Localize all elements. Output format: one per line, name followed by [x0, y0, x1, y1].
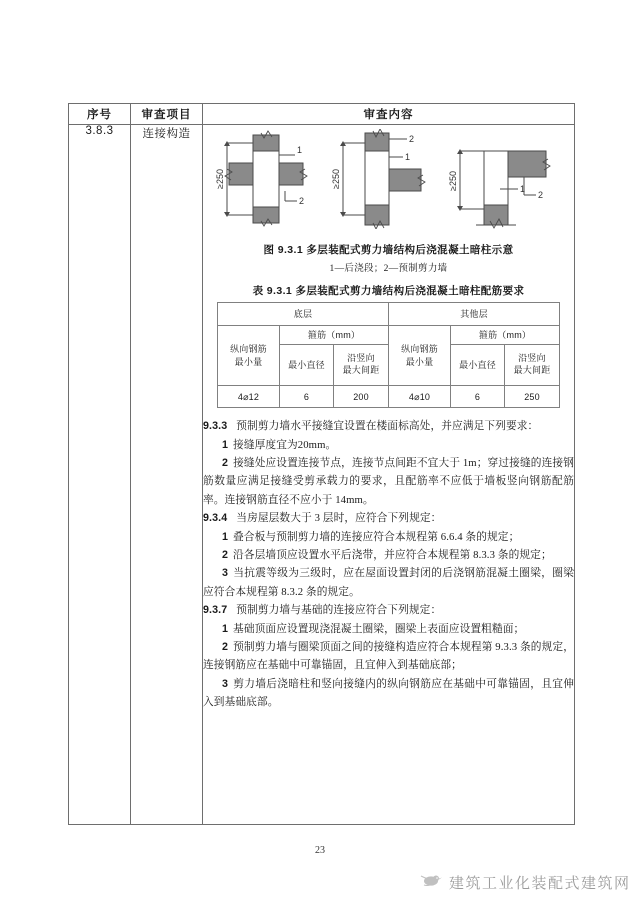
- group-other-floors: 其他层: [389, 303, 560, 326]
- clause-body: 预制剪力墙与基础的连接应符合下列规定：: [236, 604, 442, 617]
- clause-number: 9.3.7: [203, 604, 228, 617]
- item-number: 2: [222, 456, 229, 469]
- header-longitudinal-other: [389, 326, 451, 386]
- item-number: 3: [222, 567, 229, 580]
- dimension-label: ≥250: [330, 169, 341, 189]
- rebar-subgroup-row: [217, 326, 559, 345]
- item-body: 沿各层墙顶应设置水平后浇带，并应符合本规程第 8.3.3 条的规定；: [233, 548, 552, 561]
- header-min-diameter-bottom: 最小直径: [279, 345, 333, 386]
- cell-review-content: [203, 125, 575, 825]
- callout-label-2: 2: [538, 190, 544, 200]
- item-body: 基础顶面应设置现浇混凝土圈梁，圈梁上表面应设置粗糙面；: [233, 622, 525, 635]
- figure-diagrams: [203, 125, 574, 236]
- figure-legend: 1—后浇段；2—预制剪力墙: [329, 264, 448, 274]
- clause-9-3-7-item-1: [203, 620, 574, 638]
- header-stirrup-bottom: 箍筋（mm）: [279, 326, 388, 345]
- callout-label-1: 1: [297, 145, 303, 155]
- max-spacing-line2: 最大间距: [342, 365, 380, 376]
- table-header-row: [69, 104, 575, 125]
- header-min-diameter-other: 最小直径: [451, 345, 505, 386]
- rebar-requirements-table: [217, 302, 560, 408]
- clause-9-3-3-item-1: [203, 436, 574, 454]
- header-review-item: 审查项目: [131, 104, 203, 125]
- max-spacing-line2: 最大间距: [513, 365, 551, 376]
- watermark: [420, 872, 631, 893]
- value-bottom-min-diameter: 6: [279, 386, 333, 408]
- clause-9-3-7-item-3: [203, 675, 574, 712]
- dimension-label: ≥250: [215, 169, 225, 189]
- diagram-cross-joint: [209, 129, 321, 234]
- clause-number: 9.3.4: [203, 512, 228, 525]
- item-number: 2: [222, 548, 229, 561]
- header-longitudinal-bottom: [217, 326, 279, 386]
- callout-label-2: 2: [299, 196, 305, 206]
- item-number: 1: [222, 438, 229, 451]
- clause-body: 当房屋层数大于 3 层时，应符合下列规定：: [236, 512, 442, 525]
- value-bottom-longitudinal: 4⌀12: [217, 386, 279, 408]
- review-table: [68, 103, 575, 825]
- longitudinal-line2: 最小量: [234, 356, 263, 367]
- rebar-value-row: [217, 386, 559, 408]
- cell-sequence-number: 3.8.3: [69, 125, 131, 825]
- item-number: 2: [222, 641, 229, 654]
- callout-label-1: 1: [520, 184, 526, 194]
- diagram-tee-joint: [327, 129, 439, 234]
- longitudinal-line2: 最小量: [405, 356, 434, 367]
- longitudinal-line1: 纵向钢筋: [401, 344, 438, 355]
- header-max-spacing-other: [505, 345, 560, 386]
- page-number: 23: [315, 845, 325, 856]
- value-other-min-diameter: 6: [451, 386, 505, 408]
- clause-9-3-4-item-1: [203, 528, 574, 546]
- clause-9-3-7-item-2: [203, 638, 574, 675]
- clause-text-block: [203, 417, 574, 712]
- bird-logo-icon: [420, 872, 442, 893]
- clause-9-3-3-item-2: [203, 454, 574, 509]
- header-max-spacing-bottom: [333, 345, 388, 386]
- value-other-max-spacing: 250: [505, 386, 560, 408]
- cell-review-item: 连接构造: [131, 125, 203, 825]
- item-number: 1: [222, 622, 229, 635]
- watermark-text: 建筑工业化装配式建筑网: [449, 875, 631, 892]
- value-other-longitudinal: 4⌀10: [389, 386, 451, 408]
- figure-block: [203, 125, 574, 274]
- clause-body: 预制剪力墙水平接缝宜设置在楼面标高处，并应满足下列要求：: [236, 420, 539, 433]
- longitudinal-line1: 纵向钢筋: [230, 344, 267, 355]
- item-body: 剪力墙后浇暗柱和竖向接缝内的纵向钢筋应在基础中可靠锚固，且宜伸入到基础底部。: [203, 677, 574, 709]
- clause-9-3-4-item-3: [203, 564, 574, 601]
- callout-label-2: 2: [408, 134, 414, 144]
- item-body: 接缝厚度宜为20mm。: [233, 438, 337, 451]
- clause-9-3-4: [203, 509, 574, 527]
- max-spacing-line1: 沿竖向: [518, 353, 546, 364]
- callout-label-1: 1: [404, 152, 410, 162]
- rebar-table-caption: 表 9.3.1 多层装配式剪力墙结构后浇混凝土暗柱配筋要求: [252, 285, 525, 297]
- item-body: 当抗震等级为三级时，应在屋面设置封闭的后浇钢筋混凝土圈梁，圈梁应符合本规程第 8.3.2 条的规定。: [203, 567, 574, 598]
- figure-caption: 图 9.3.1 多层装配式剪力墙结构后浇混凝土暗柱示意: [263, 244, 514, 256]
- clause-9-3-3: [203, 417, 574, 435]
- item-number: 3: [222, 677, 229, 690]
- item-body: 预制剪力墙与圈梁顶面之间的接缝构造应符合本规程第 9.3.3 条的规定，连接钢筋应在基础中可靠锚固，且宜伸入到基础底部；: [203, 641, 574, 672]
- rebar-group-row: [217, 303, 559, 326]
- dimension-label: ≥250: [448, 171, 458, 191]
- item-number: 1: [222, 530, 229, 543]
- clause-9-3-4-item-2: [203, 546, 574, 564]
- value-bottom-max-spacing: 200: [333, 386, 388, 408]
- header-review-content: 审查内容: [203, 104, 575, 125]
- item-body: 接缝处应设置连接节点，连接节点间距不宜大于 1m；穿过接缝的连接钢筋数量应满足接缝受剪承载力的要求，且配筋率不应低于墙板竖向钢筋配筋率。连接钢筋直径不应小于 14mm。: [203, 456, 574, 506]
- max-spacing-line1: 沿竖向: [347, 353, 375, 364]
- clause-9-3-7: [203, 601, 574, 619]
- diagram-corner-joint: [444, 129, 568, 234]
- group-bottom-floor: 底层: [217, 303, 388, 326]
- header-sequence: 序号: [69, 104, 131, 125]
- item-body: 叠合板与预制剪力墙的连接应符合本规程第 6.6.4 条的规定；: [233, 530, 520, 543]
- clause-number: 9.3.3: [203, 420, 228, 433]
- header-stirrup-other: 箍筋（mm）: [451, 326, 560, 345]
- table-row: [69, 125, 575, 825]
